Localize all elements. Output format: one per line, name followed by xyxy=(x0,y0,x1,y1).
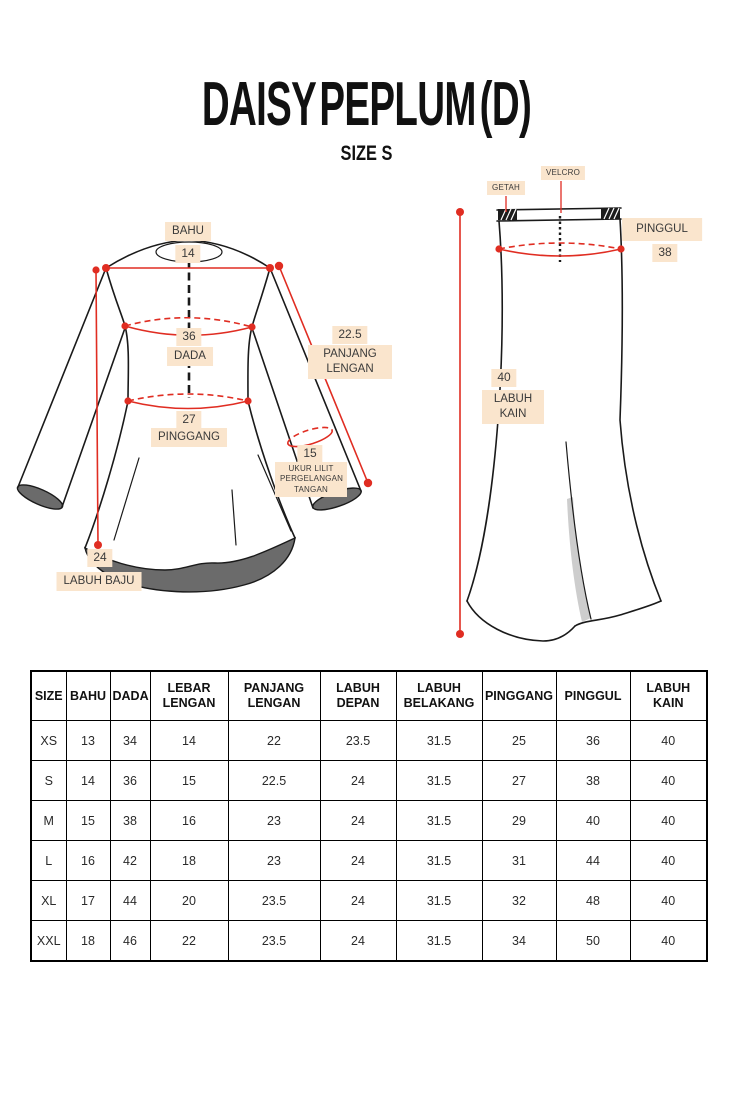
table-row xyxy=(31,881,707,921)
table-cell: 40 xyxy=(630,841,707,881)
labuh-baju-value: 24 xyxy=(87,549,112,567)
wrist-ellipse-back xyxy=(288,427,332,444)
table-cell: 31 xyxy=(482,841,556,881)
table-cell: 27 xyxy=(482,761,556,801)
table-cell: 24 xyxy=(320,801,396,841)
table-cell: 24 xyxy=(320,881,396,921)
table-cell: 16 xyxy=(150,801,228,841)
table-cell: 36 xyxy=(556,721,630,761)
table-cell: 46 xyxy=(110,921,150,962)
table-cell: 23.5 xyxy=(228,881,320,921)
table-cell: 38 xyxy=(110,801,150,841)
panjang-lengan-value: 22.5 xyxy=(332,326,367,344)
table-cell: 15 xyxy=(150,761,228,801)
pinggang-label: PINGGANG xyxy=(151,428,227,447)
column-header: PINGGANG xyxy=(482,671,556,721)
column-header: LEBAR LENGAN xyxy=(150,671,228,721)
table-cell: 16 xyxy=(66,841,110,881)
table-cell: 24 xyxy=(320,841,396,881)
table-cell: 29 xyxy=(482,801,556,841)
table-cell: 34 xyxy=(482,921,556,962)
table-row xyxy=(31,841,707,881)
table-cell: 15 xyxy=(66,801,110,841)
column-header: DADA xyxy=(110,671,150,721)
table-cell: 38 xyxy=(556,761,630,801)
labuh-kain-label: LABUH KAIN xyxy=(482,390,544,424)
column-header: PINGGUL xyxy=(556,671,630,721)
table-cell: 44 xyxy=(556,841,630,881)
table-cell: 17 xyxy=(66,881,110,921)
ukur-lilit-value: 15 xyxy=(297,445,322,463)
bahu-label: BAHU xyxy=(165,222,211,241)
table-cell: 50 xyxy=(556,921,630,962)
left-sleeve-outer xyxy=(18,268,106,487)
table-cell: 32 xyxy=(482,881,556,921)
column-header: BAHU xyxy=(66,671,110,721)
table-cell: 36 xyxy=(110,761,150,801)
skirt-hem xyxy=(467,601,575,641)
peplum-fold-1 xyxy=(114,458,139,540)
table-cell: 34 xyxy=(110,721,150,761)
table-row xyxy=(31,721,707,761)
pinggang-ellipse-front xyxy=(128,401,248,409)
getah-label: GETAH xyxy=(487,181,525,195)
table-cell: 31.5 xyxy=(396,721,482,761)
dada-value: 36 xyxy=(176,328,201,346)
table-cell: 31.5 xyxy=(396,841,482,881)
skirt-right-edge xyxy=(620,219,661,601)
table-cell: 42 xyxy=(110,841,150,881)
table-cell: 20 xyxy=(150,881,228,921)
labuh-baju-label: LABUH BAJU xyxy=(57,572,142,591)
bahu-value: 14 xyxy=(175,245,200,263)
table-cell: XL xyxy=(31,881,66,921)
ukur-lilit-label: UKUR LILIT PERGELANGAN TANGAN xyxy=(275,462,347,497)
page-subtitle: SIZE S xyxy=(340,142,393,165)
table-cell: 31.5 xyxy=(396,881,482,921)
table-cell: 31.5 xyxy=(396,761,482,801)
labuh-kain-value: 40 xyxy=(491,369,516,387)
table-cell: 31.5 xyxy=(396,921,482,962)
table-row xyxy=(31,761,707,801)
table-cell: S xyxy=(31,761,66,801)
size-table-body xyxy=(31,721,707,962)
velcro-label: VELCRO xyxy=(541,166,585,180)
table-cell: 22 xyxy=(150,921,228,962)
table-cell: 40 xyxy=(556,801,630,841)
column-header: LABUH DEPAN xyxy=(320,671,396,721)
table-row xyxy=(31,801,707,841)
table-cell: XS xyxy=(31,721,66,761)
table-cell: 23 xyxy=(228,841,320,881)
table-cell: 14 xyxy=(150,721,228,761)
left-side-seam xyxy=(106,268,128,401)
table-cell: M xyxy=(31,801,66,841)
table-cell: 22 xyxy=(228,721,320,761)
panjang-lengan-label: PANJANG LENGAN xyxy=(308,345,392,379)
peplum-fold-2 xyxy=(232,490,236,545)
table-cell: 14 xyxy=(66,761,110,801)
table-cell: 23 xyxy=(228,801,320,841)
table-cell: L xyxy=(31,841,66,881)
column-header: LABUH BELAKANG xyxy=(396,671,482,721)
column-header: LABUH KAIN xyxy=(630,671,707,721)
labuh-baju-line xyxy=(96,270,98,545)
left-cuff-opening xyxy=(15,480,66,514)
table-row xyxy=(31,921,707,962)
size-table xyxy=(30,670,708,962)
table-cell: 40 xyxy=(630,721,707,761)
table-cell: 40 xyxy=(630,761,707,801)
pinggang-value: 27 xyxy=(176,411,201,429)
size-table-header-row xyxy=(31,671,707,721)
table-cell: XXL xyxy=(31,921,66,962)
column-header: SIZE xyxy=(31,671,66,721)
dada-label: DADA xyxy=(167,347,213,366)
table-cell: 24 xyxy=(320,761,396,801)
right-side-seam xyxy=(248,268,270,401)
pinggul-label: PINGGUL xyxy=(622,218,702,241)
table-cell: 18 xyxy=(66,921,110,962)
table-cell: 18 xyxy=(150,841,228,881)
table-cell: 25 xyxy=(482,721,556,761)
table-cell: 48 xyxy=(556,881,630,921)
table-cell: 40 xyxy=(630,881,707,921)
page-title: DAISY PEPLUM (D) xyxy=(201,70,532,139)
table-cell: 31.5 xyxy=(396,801,482,841)
table-cell: 40 xyxy=(630,801,707,841)
table-cell: 44 xyxy=(110,881,150,921)
table-cell: 23.5 xyxy=(320,721,396,761)
table-cell: 40 xyxy=(630,921,707,962)
table-cell: 13 xyxy=(66,721,110,761)
table-cell: 23.5 xyxy=(228,921,320,962)
pinggul-value: 38 xyxy=(652,244,677,262)
column-header: PANJANG LENGAN xyxy=(228,671,320,721)
table-cell: 22.5 xyxy=(228,761,320,801)
table-cell: 24 xyxy=(320,921,396,962)
